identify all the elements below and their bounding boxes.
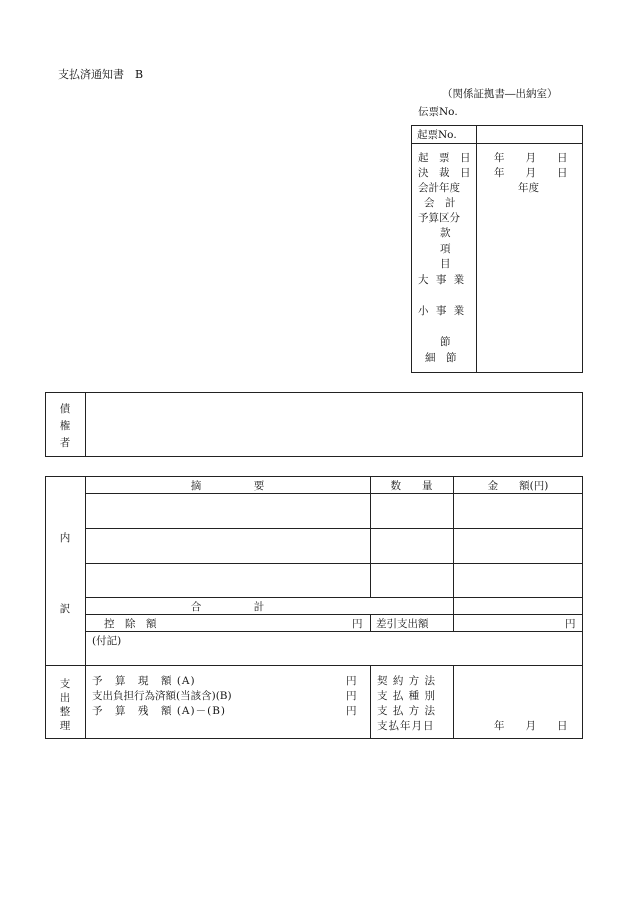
info-label-kan: 款 xyxy=(440,227,451,239)
creditor-box xyxy=(45,392,583,457)
info-label-fiscal-year: 会計年度 xyxy=(418,182,460,194)
budget-current-label: 予 算 現 額 (A) xyxy=(92,675,196,687)
info-label-setsu: 節 xyxy=(440,336,451,348)
info-label-kou: 項 xyxy=(440,243,451,255)
budget-current-yen: 円 xyxy=(346,675,357,687)
breakdown-side-label-top: 内 xyxy=(59,532,71,544)
expense-side-label-3: 整 xyxy=(59,706,71,718)
info-label-major-project: 大 事 業 xyxy=(418,274,467,286)
info-label-approval-date: 決 裁 日 xyxy=(418,167,471,179)
info-label-moku: 目 xyxy=(440,258,451,270)
creditor-label-2: 権 xyxy=(59,420,71,432)
header-summary: 摘 要 xyxy=(190,480,265,492)
entry-no-label: 起票No. xyxy=(417,129,457,141)
info-label-minor-project: 小 事 業 xyxy=(418,305,467,317)
document-title: 支払済通知書 B xyxy=(58,68,144,81)
creditor-label-1: 債 xyxy=(59,403,71,415)
info-label-accounting: 会 計 xyxy=(424,197,456,209)
header-amount: 金 額(円) xyxy=(487,480,549,492)
breakdown-side-label-bottom: 訳 xyxy=(59,603,71,615)
deduction-label: 控 除 額 xyxy=(104,618,157,630)
budget-remaining-label: 予 算 残 額 (A)－(B) xyxy=(92,705,227,717)
payment-date-value: 年 月 日 xyxy=(494,720,568,732)
deduction-yen: 円 xyxy=(352,618,363,630)
payment-method-label: 支 払 方 法 xyxy=(377,705,437,717)
info-label-saisetsu: 細 節 xyxy=(425,352,457,364)
net-expense-label: 差引支出額 xyxy=(376,618,429,630)
voucher-no-label: 伝票No. xyxy=(418,106,458,118)
budget-committed-yen: 円 xyxy=(346,690,357,702)
payment-type-label: 支 払 種 別 xyxy=(377,690,437,702)
net-expense-yen: 円 xyxy=(565,618,576,630)
document-subtitle: （関係証拠書―出納室） xyxy=(442,88,558,100)
info-value-issue-date: 年 月 日 xyxy=(494,152,568,164)
budget-committed-label: 支出負担行為済額(当該含)(B) xyxy=(92,690,232,702)
info-label-budget-class: 予算区分 xyxy=(418,212,460,224)
expense-side-label-1: 支 xyxy=(59,678,71,690)
payment-date-label: 支払年月日 xyxy=(377,720,435,732)
total-label: 合 計 xyxy=(190,601,265,613)
header-quantity: 数 量 xyxy=(390,480,433,492)
note-label: (付記) xyxy=(92,635,122,647)
info-value-fiscal-year: 年度 xyxy=(518,182,539,194)
expense-side-label-2: 出 xyxy=(59,692,71,704)
budget-remaining-yen: 円 xyxy=(346,705,357,717)
info-label-issue-date: 起 票 日 xyxy=(418,152,471,164)
creditor-label-3: 者 xyxy=(59,437,71,449)
info-value-approval-date: 年 月 日 xyxy=(494,167,568,179)
expense-side-label-4: 理 xyxy=(59,720,71,732)
contract-method-label: 契 約 方 法 xyxy=(377,675,437,687)
